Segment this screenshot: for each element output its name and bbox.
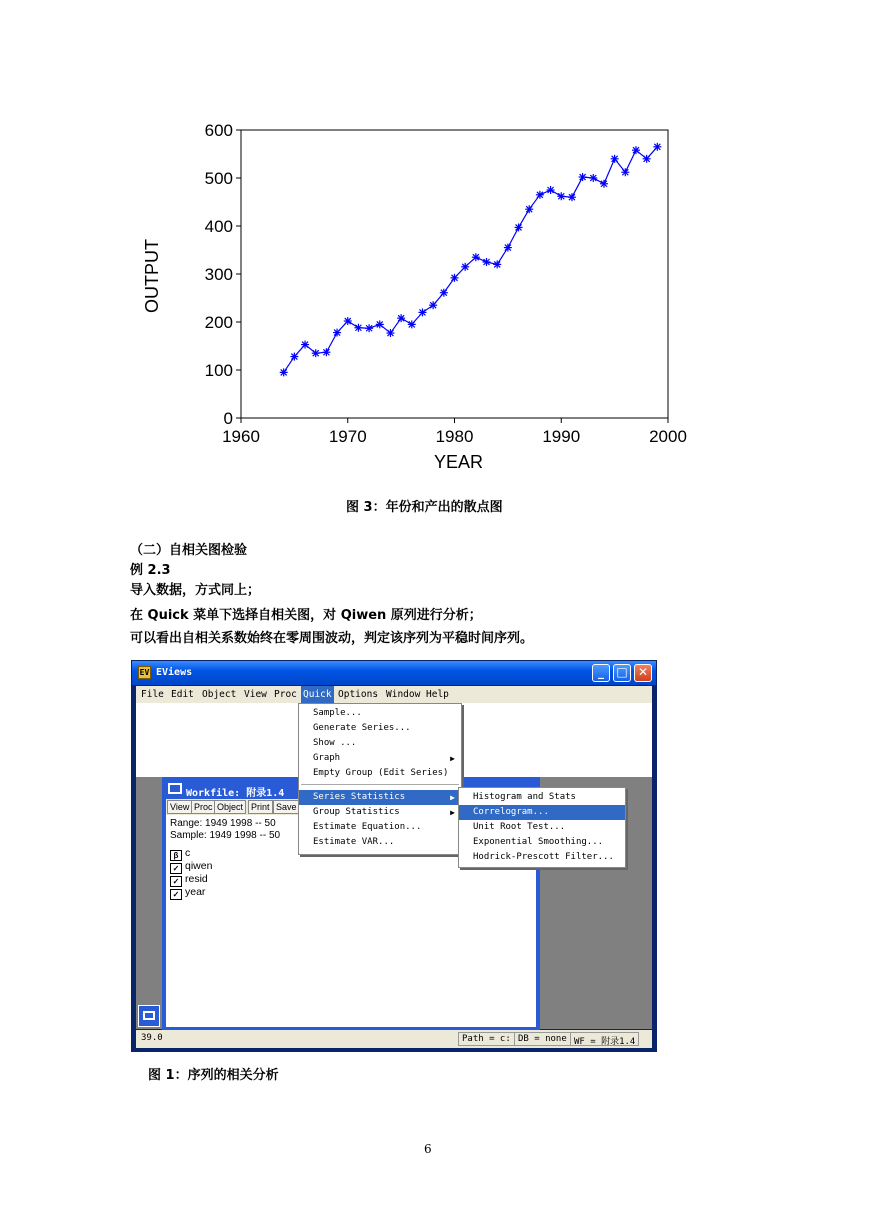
data-point xyxy=(429,301,437,309)
quick-sample[interactable]: Sample... xyxy=(313,708,362,718)
data-point xyxy=(504,244,512,252)
series-statistics-submenu xyxy=(458,787,626,868)
exponential-smoothing[interactable]: Exponential Smoothing... xyxy=(473,837,604,847)
minimize-button[interactable]: _ xyxy=(592,664,610,682)
data-point xyxy=(397,314,405,322)
quick-estimate-equation[interactable]: Estimate Equation... xyxy=(313,822,422,832)
menu-help[interactable]: Help xyxy=(426,689,449,700)
submenu-arrow-icon: ▶ xyxy=(450,754,455,763)
submenu-arrow-icon: ▶ xyxy=(450,808,455,817)
data-point xyxy=(632,146,640,154)
coef-icon: β xyxy=(170,850,182,861)
status-bar xyxy=(136,1030,652,1048)
menu-options[interactable]: Options xyxy=(338,689,379,700)
data-point xyxy=(472,253,480,261)
y-tick-label: 200 xyxy=(204,313,233,332)
x-tick-label: 1960 xyxy=(222,427,260,446)
quick-show[interactable]: Show ... xyxy=(313,738,357,748)
y-tick-label: 400 xyxy=(204,217,233,236)
data-point xyxy=(621,168,629,176)
data-point xyxy=(312,349,320,357)
quick-graph[interactable] xyxy=(299,751,461,766)
data-point xyxy=(568,193,576,201)
workfile-sample: Sample: 1949 1998 -- 50 xyxy=(170,830,281,841)
data-point xyxy=(344,317,352,325)
unit-root-test[interactable]: Unit Root Test... xyxy=(473,822,566,832)
data-point xyxy=(451,274,459,282)
quick-menu xyxy=(298,703,462,855)
workfile-object[interactable] xyxy=(170,886,205,899)
maximize-button[interactable]: □ xyxy=(613,664,631,682)
paragraph-line-1: 导入数据，方式同上； xyxy=(130,583,261,598)
menu-view[interactable]: View xyxy=(244,689,267,700)
menu-file[interactable]: File xyxy=(141,689,164,700)
eviews-app-icon: EV xyxy=(139,668,150,677)
data-point xyxy=(386,329,394,337)
y-tick-label: 600 xyxy=(204,121,233,140)
data-point xyxy=(483,258,491,266)
series-statistics-label: Series Statistics xyxy=(313,792,406,802)
data-point xyxy=(365,324,373,332)
x-axis-title: YEAR xyxy=(433,452,484,472)
data-point xyxy=(579,173,587,181)
data-point xyxy=(600,180,608,188)
data-point xyxy=(611,155,619,163)
menu-window[interactable]: Window xyxy=(386,689,421,700)
example-label: 例 2.3 xyxy=(130,563,171,578)
series-icon: ✓ xyxy=(170,889,182,900)
workfile-object[interactable] xyxy=(170,860,212,873)
series-icon: ✓ xyxy=(170,876,182,887)
data-point xyxy=(589,174,597,182)
data-point xyxy=(322,348,330,356)
data-point xyxy=(354,324,362,332)
y-tick-label: 0 xyxy=(223,409,233,428)
workfile-title: Workfile: 附录1.4 xyxy=(186,788,285,799)
object-name: c xyxy=(185,847,191,859)
wf-view-button[interactable]: View xyxy=(167,800,192,814)
menu-separator xyxy=(301,784,459,785)
data-point xyxy=(280,368,288,376)
y-tick-label: 300 xyxy=(204,265,233,284)
wf-proc-button[interactable]: Proc xyxy=(191,800,216,814)
close-button[interactable]: ✕ xyxy=(634,664,652,682)
x-tick-label: 1990 xyxy=(542,427,581,446)
data-point xyxy=(536,191,544,199)
y-tick-label: 100 xyxy=(204,361,233,380)
menu-quick[interactable]: Quick xyxy=(301,686,334,703)
output-vs-year-chart xyxy=(130,110,710,480)
figure3-caption: 图 3：年份和产出的散点图 xyxy=(346,500,503,515)
status-wf: WF = 附录1.4 xyxy=(570,1032,639,1046)
eviews-title: EViews xyxy=(156,667,193,678)
menu-edit[interactable]: Edit xyxy=(171,689,194,700)
data-point xyxy=(333,329,341,337)
data-point xyxy=(547,186,555,194)
figure1-caption: 图 1：序列的相关分析 xyxy=(148,1068,279,1083)
menu-proc[interactable]: Proc xyxy=(274,689,297,700)
group-statistics-label: Group Statistics xyxy=(313,807,400,817)
workfile-object[interactable] xyxy=(170,847,190,860)
paragraph-line-2: 在 Quick 菜单下选择自相关图，对 Qiwen 原列进行分析； xyxy=(130,608,482,623)
x-tick-label: 2000 xyxy=(649,427,687,446)
status-db: DB = none xyxy=(514,1032,571,1046)
data-point xyxy=(493,260,501,268)
data-point xyxy=(653,143,661,151)
y-axis-title: OUTPUT xyxy=(142,239,162,313)
data-point xyxy=(461,263,469,271)
eviews-titlebar[interactable] xyxy=(132,661,656,685)
quick-graph-label: Graph xyxy=(313,753,341,763)
minimized-window-button[interactable] xyxy=(138,1005,160,1027)
data-point xyxy=(418,308,426,316)
quick-empty-group[interactable]: Empty Group (Edit Series) xyxy=(313,768,449,778)
histogram-and-stats[interactable]: Histogram and Stats xyxy=(473,792,576,802)
menu-object[interactable]: Object xyxy=(202,689,237,700)
workfile-object[interactable] xyxy=(170,873,208,886)
workfile-range: Range: 1949 1998 -- 50 xyxy=(170,818,276,829)
section-heading: （二）自相关图检验 xyxy=(130,543,248,558)
object-name: qiwen xyxy=(185,860,213,872)
x-tick-label: 1970 xyxy=(328,427,367,446)
data-point xyxy=(515,223,523,231)
submenu-arrow-icon: ▶ xyxy=(450,793,455,802)
x-tick-label: 1980 xyxy=(435,427,474,446)
quick-estimate-var[interactable]: Estimate VAR... xyxy=(313,837,395,847)
wf-save-button[interactable]: Save xyxy=(273,800,300,814)
data-point xyxy=(408,320,416,328)
quick-group-statistics[interactable] xyxy=(299,805,461,820)
quick-generate-series[interactable]: Generate Series... xyxy=(313,723,411,733)
data-point xyxy=(376,320,384,328)
y-tick-label: 500 xyxy=(204,169,233,188)
data-point xyxy=(301,341,309,349)
status-value: 39.0 xyxy=(138,1032,166,1046)
data-point xyxy=(440,289,448,297)
wf-object-button[interactable]: Object xyxy=(214,800,246,814)
menu-bar xyxy=(136,686,652,703)
page-number: 6 xyxy=(424,1142,432,1156)
window-icon xyxy=(143,1011,155,1020)
hodrick-prescott-filter[interactable]: Hodrick-Prescott Filter... xyxy=(473,852,614,862)
paragraph-line-3: 可以看出自相关系数始终在零周围波动，判定该序列为平稳时间序列。 xyxy=(130,631,534,646)
quick-series-statistics[interactable] xyxy=(299,790,461,805)
correlogram[interactable]: Correlogram... xyxy=(459,805,625,820)
data-point xyxy=(525,205,533,213)
workfile-icon xyxy=(168,783,182,794)
series-icon: ✓ xyxy=(170,863,182,874)
status-path: Path = c: xyxy=(458,1032,515,1046)
data-point xyxy=(643,155,651,163)
wf-print-button[interactable]: Print xyxy=(248,800,273,814)
object-name: year xyxy=(185,886,206,898)
data-point xyxy=(557,192,565,200)
eviews-window xyxy=(131,660,657,1052)
data-point xyxy=(290,353,298,361)
object-name: resid xyxy=(185,873,208,885)
